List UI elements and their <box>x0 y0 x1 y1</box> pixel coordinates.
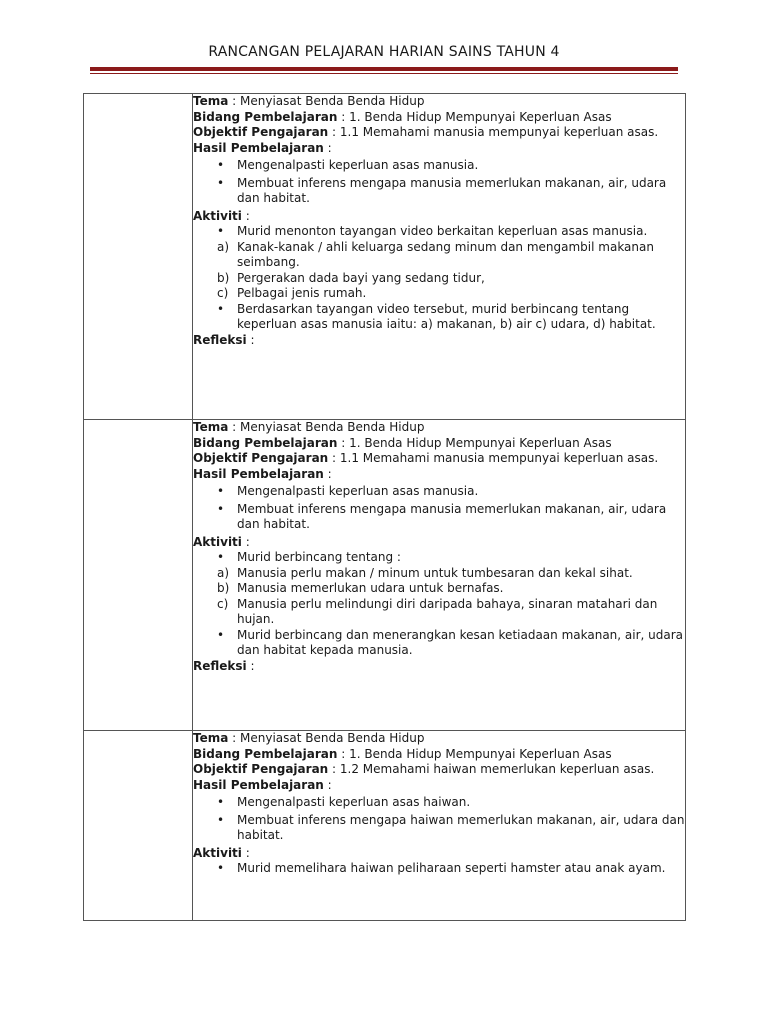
list-marker: • <box>217 861 225 875</box>
lesson-content-cell <box>193 420 686 731</box>
tema-field <box>193 731 685 747</box>
hasil-list <box>193 158 685 207</box>
list-item <box>193 861 685 877</box>
objektif-label: Objektif Pengajaran <box>193 762 329 776</box>
objektif-value: : 1.2 Memahami haiwan memerlukan keperluan asas. <box>328 762 655 776</box>
bullet-icon: • <box>217 501 225 516</box>
aktiviti-list <box>193 861 685 877</box>
tema-value: : Menyiasat Benda Benda Hidup <box>228 94 425 108</box>
list-item <box>193 566 685 582</box>
bullet-icon: • <box>217 484 225 498</box>
bidang-label: Bidang Pembelajaran <box>193 109 338 124</box>
objektif-label: Objektif Pengajaran <box>193 451 329 465</box>
aktiviti-list <box>193 224 685 333</box>
bidang-label: Bidang Pembelajaran <box>193 746 338 761</box>
list-item-text: Murid berbincang dan menerangkan kesan ketiadaan makanan, air, udara dan habitat kepada manusia. <box>237 627 684 657</box>
aktiviti-label: Aktiviti <box>193 534 242 549</box>
hasil-label: Hasil Pembelajaran <box>193 140 324 155</box>
tema-label: Tema <box>193 731 229 745</box>
list-item <box>193 158 685 174</box>
refleksi-field <box>193 333 685 349</box>
list-marker: • <box>217 627 225 642</box>
aktiviti-field <box>193 535 685 551</box>
list-item <box>193 302 685 333</box>
objektif-field <box>193 451 685 467</box>
aktiviti-list <box>193 550 685 659</box>
lesson-content-cell <box>193 731 686 921</box>
list-item-text: Murid berbincang tentang : <box>237 550 401 564</box>
list-item-text: Pelbagai jenis rumah. <box>237 286 367 300</box>
bullet-icon: • <box>217 812 225 827</box>
lesson-row <box>84 731 686 921</box>
bidang-field <box>193 747 685 763</box>
list-item-text: Murid memelihara haiwan peliharaan seperti hamster atau anak ayam. <box>237 861 666 875</box>
list-item <box>193 286 685 302</box>
list-item <box>193 597 685 628</box>
bidang-value: : 1. Benda Hidup Mempunyai Keperluan Asas <box>337 109 612 124</box>
bidang-value: : 1. Benda Hidup Mempunyai Keperluan Asas <box>337 435 612 450</box>
hasil-value: : <box>323 140 332 155</box>
aktiviti-value: : <box>241 534 250 549</box>
list-marker: a) <box>217 565 230 580</box>
list-item-text: Pergerakan dada bayi yang sedang tidur, <box>237 270 485 285</box>
list-item-text: Manusia memerlukan udara untuk bernafas. <box>237 581 504 595</box>
aktiviti-value: : <box>241 845 250 860</box>
hasil-list <box>193 795 685 844</box>
tema-value: : Menyiasat Benda Benda Hidup <box>228 731 425 745</box>
refleksi-value: : <box>246 658 255 673</box>
list-marker: b) <box>217 581 230 595</box>
tema-label: Tema <box>193 420 229 434</box>
objektif-field <box>193 762 685 778</box>
bidang-value: : 1. Benda Hidup Mempunyai Keperluan Asas <box>337 746 612 761</box>
bidang-label: Bidang Pembelajaran <box>193 435 338 450</box>
list-item-text: Membuat inferens mengapa manusia memerlukan makanan, air, udara dan habitat. <box>237 501 667 531</box>
lesson-row <box>84 94 686 420</box>
date-cell <box>84 731 193 921</box>
list-marker: c) <box>217 596 229 611</box>
bullet-icon: • <box>217 795 225 809</box>
list-marker: c) <box>217 286 229 300</box>
list-item <box>193 224 685 240</box>
list-item-text: Mengenalpasti keperluan asas manusia. <box>237 484 479 498</box>
list-item <box>193 271 685 287</box>
list-item <box>193 240 685 271</box>
refleksi-value: : <box>246 332 255 347</box>
list-item <box>193 795 685 811</box>
list-marker: a) <box>217 239 230 254</box>
aktiviti-field <box>193 209 685 225</box>
hasil-field <box>193 467 685 483</box>
page-title: RANCANGAN PELAJARAN HARIAN SAINS TAHUN 4 <box>208 44 560 60</box>
list-marker: • <box>217 550 225 564</box>
bidang-field <box>193 110 685 126</box>
list-item-text: Mengenalpasti keperluan asas haiwan. <box>237 795 471 809</box>
aktiviti-label: Aktiviti <box>193 208 242 223</box>
lesson-row <box>84 420 686 731</box>
tema-value: : Menyiasat Benda Benda Hidup <box>228 420 425 434</box>
list-item <box>193 176 685 207</box>
tema-field <box>193 94 685 110</box>
objektif-field <box>193 125 685 141</box>
hasil-label: Hasil Pembelajaran <box>193 777 324 792</box>
lesson-plan-table <box>83 93 686 921</box>
objektif-label: Objektif Pengajaran <box>193 125 329 139</box>
list-item <box>193 484 685 500</box>
refleksi-field <box>193 659 685 675</box>
hasil-list <box>193 484 685 533</box>
tema-field <box>193 420 685 436</box>
list-marker: • <box>217 224 225 238</box>
aktiviti-field <box>193 846 685 862</box>
list-item <box>193 813 685 844</box>
lesson-content-cell <box>193 94 686 420</box>
bullet-icon: • <box>217 175 225 190</box>
refleksi-label: Refleksi <box>193 658 247 673</box>
header-rule-thick <box>90 67 678 71</box>
objektif-value: : 1.1 Memahami manusia mempunyai keperluan asas. <box>328 125 659 139</box>
objektif-value: : 1.1 Memahami manusia mempunyai keperluan asas. <box>328 451 659 465</box>
refleksi-label: Refleksi <box>193 332 247 347</box>
hasil-label: Hasil Pembelajaran <box>193 466 324 481</box>
aktiviti-value: : <box>241 208 250 223</box>
hasil-field <box>193 141 685 157</box>
header-rule-thin <box>90 73 678 74</box>
list-marker: • <box>217 301 225 316</box>
hasil-field <box>193 778 685 794</box>
date-cell <box>84 420 193 731</box>
list-item-text: Mengenalpasti keperluan asas manusia. <box>237 158 479 172</box>
list-item-text: Kanak-kanak / ahli keluarga sedang minum dan mengambil makanan seimbang. <box>237 239 654 269</box>
list-item <box>193 550 685 566</box>
list-item-text: Manusia perlu melindungi diri daripada bahaya, sinaran matahari dan hujan. <box>237 596 658 626</box>
date-cell <box>84 94 193 420</box>
list-marker: b) <box>217 270 230 285</box>
list-item-text: Manusia perlu makan / minum untuk tumbesaran dan kekal sihat. <box>237 565 633 580</box>
list-item <box>193 502 685 533</box>
list-item <box>193 581 685 597</box>
hasil-value: : <box>323 466 332 481</box>
list-item-text: Membuat inferens mengapa haiwan memerlukan makanan, air, udara dan habitat. <box>237 812 685 842</box>
list-item-text: Murid menonton tayangan video berkaitan keperluan asas manusia. <box>237 224 648 238</box>
bullet-icon: • <box>217 158 225 172</box>
list-item <box>193 628 685 659</box>
list-item-text: Membuat inferens mengapa manusia memerlukan makanan, air, udara dan habitat. <box>237 175 667 205</box>
bidang-field <box>193 436 685 452</box>
aktiviti-label: Aktiviti <box>193 845 242 860</box>
list-item-text: Berdasarkan tayangan video tersebut, murid berbincang tentang keperluan asas manusia iaitu: a) makanan, b) air c) udara, d) habitat. <box>237 301 656 331</box>
tema-label: Tema <box>193 94 229 108</box>
hasil-value: : <box>323 777 332 792</box>
